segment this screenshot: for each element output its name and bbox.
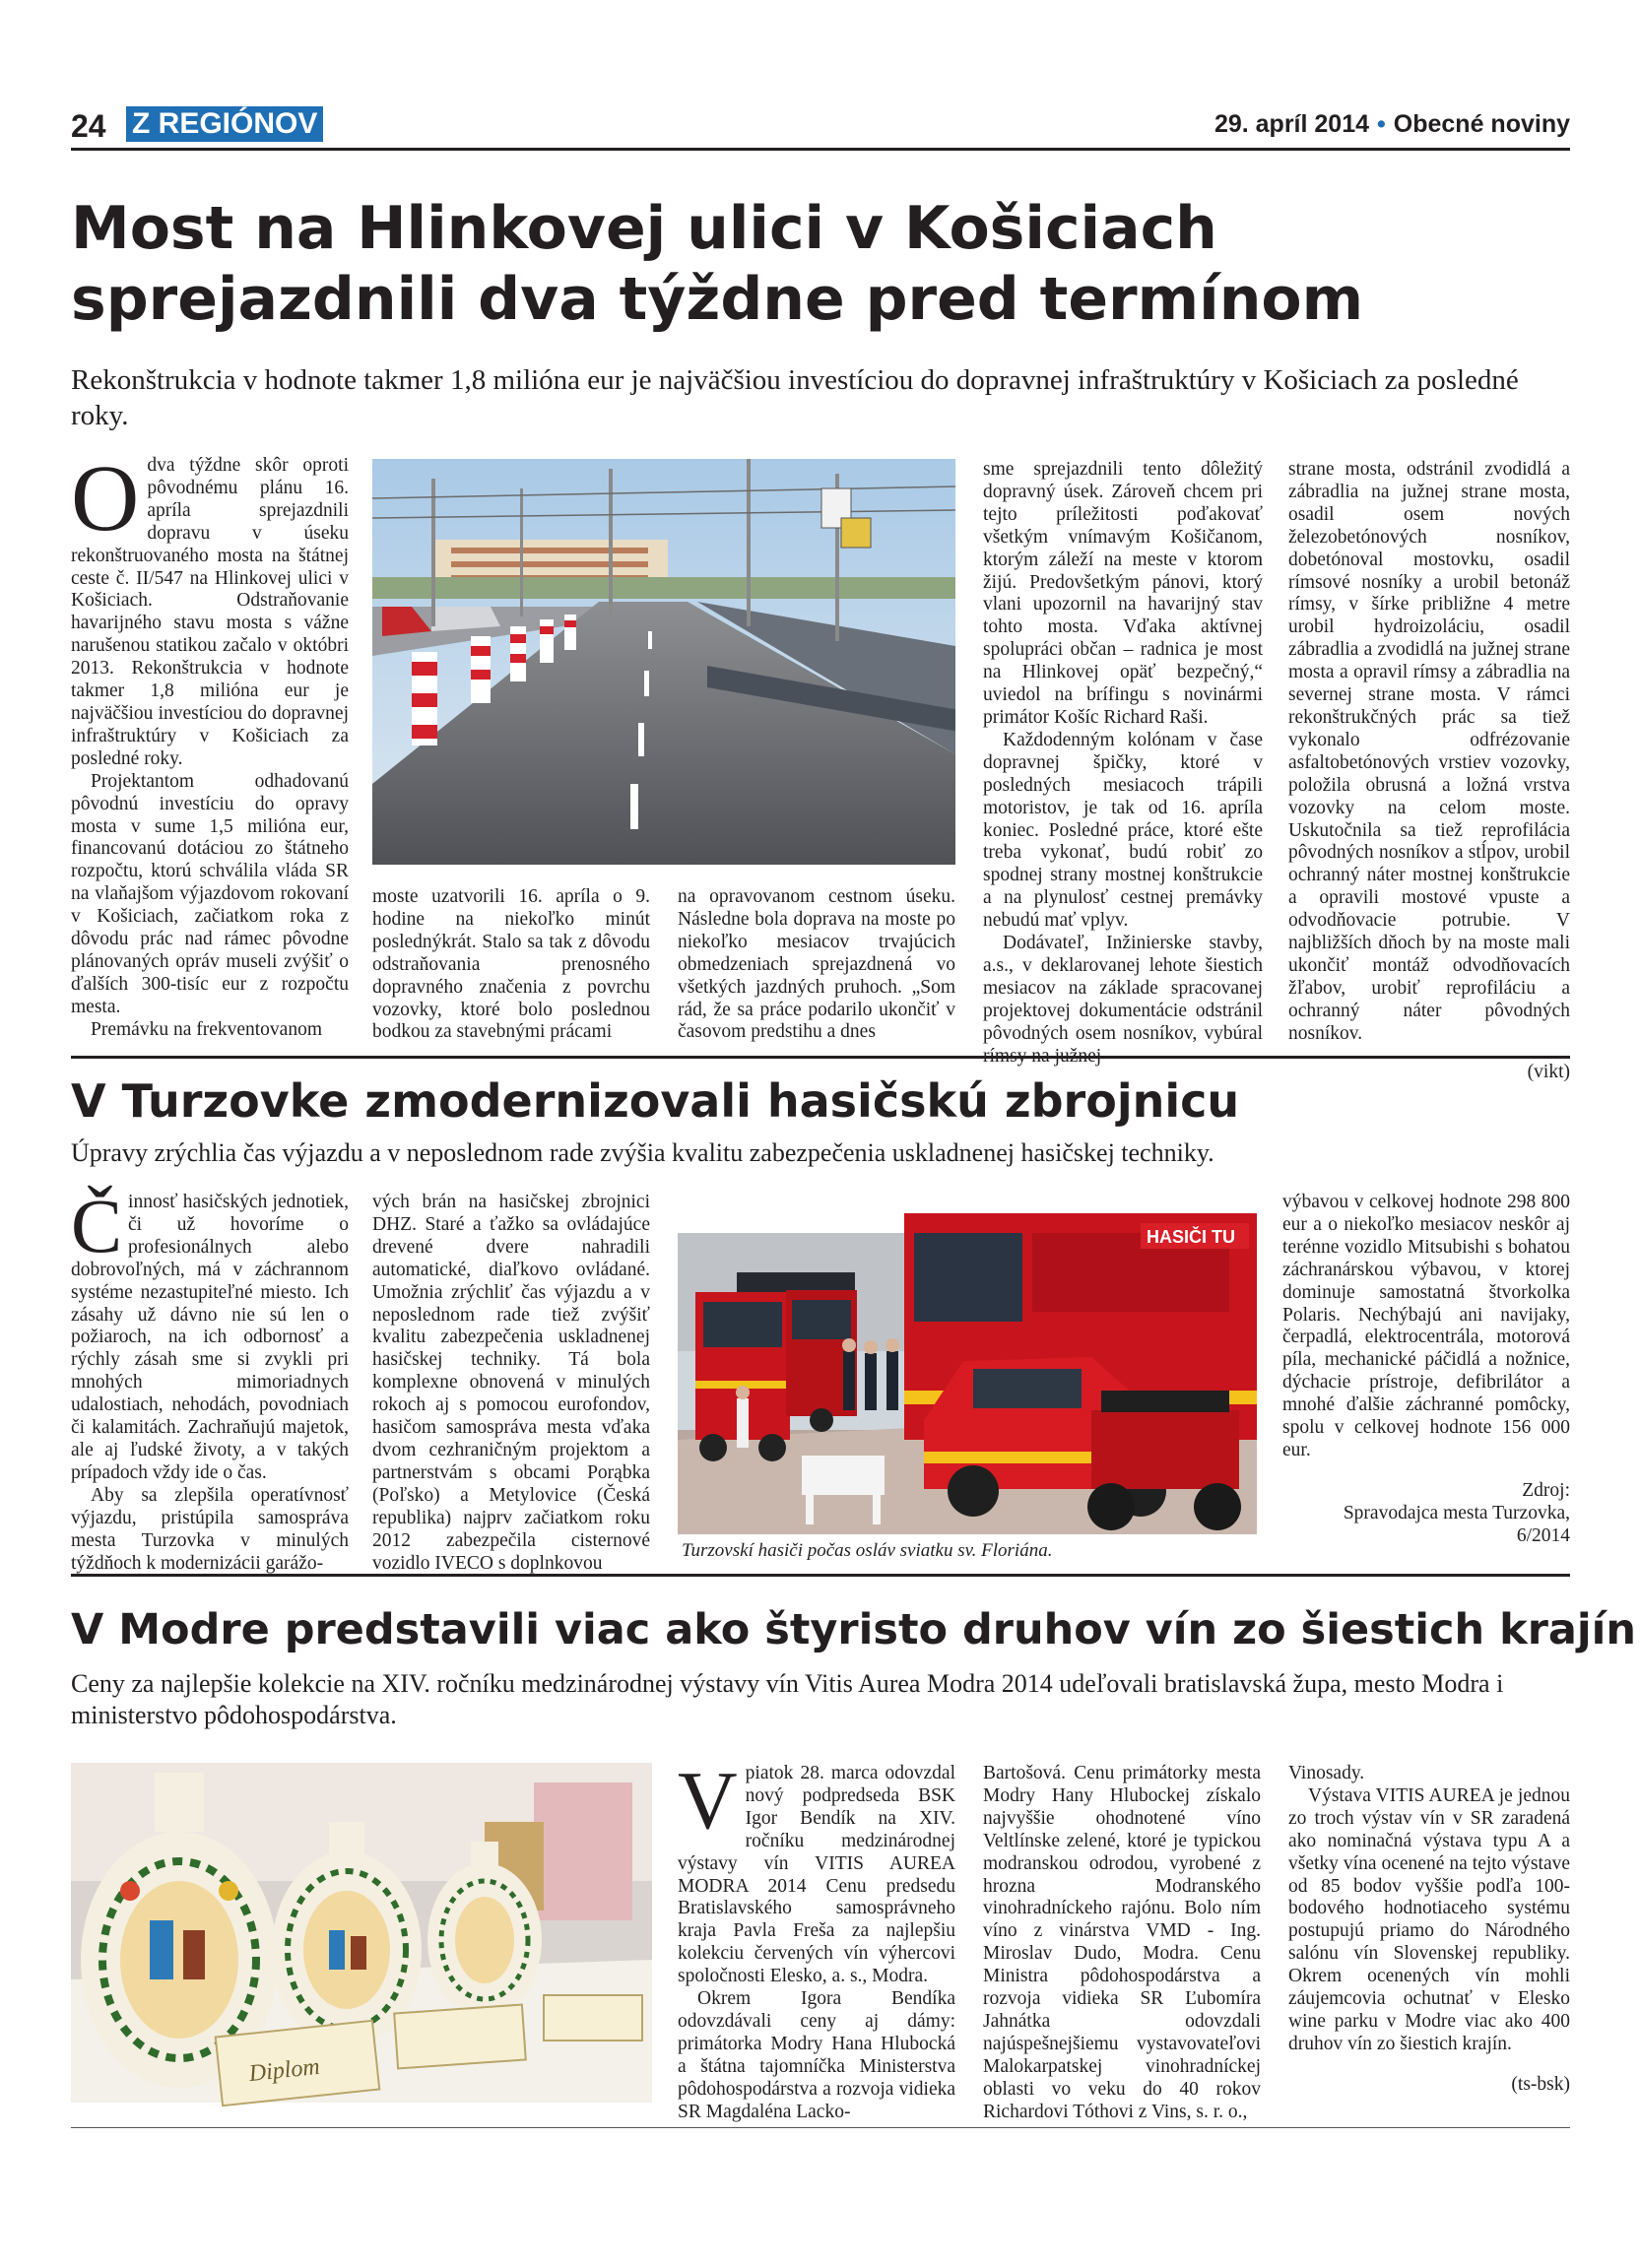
article1-column-4 (983, 459, 1263, 1044)
bridge-photo (372, 459, 955, 865)
article2-source-label: Zdroj: (1522, 1479, 1570, 1501)
article3-col2-text: Bartošová. Cenu primátorky mesta Modry Hany Hlubockej získalo najvyššie ohodnotené víno Veltlínske zelené, ktoré je typickou modranskou odrodou, vyrobené z hrozna Modranského vinohradníckeho rajónu. Bolo ním víno z vinárstva VMD - Ing. Miroslav Dudo, Modra. Cenu Ministra pôdohospodárstva a rozvoja vidieka SR Ľubomíra Jahnátka odovzdali najúspešnejšiemu vystavovateľovi Malokarpatskej vinohradníckej oblasti vo veku do 40 rokov Richardovi Tóthovi z Vins, s. r. o., (983, 1763, 1261, 2122)
issue-date: 29. apríl 2014 (1214, 110, 1370, 138)
article3-col3-p2: Výstava VITIS AUREA je jednou zo troch výstav vín v SR zaradená ako nominačná výstava typu A a všetky vína ocenené na tejto výstave od 85 bodov vyššie podľa 100-bodového hodnotiaceho systému postupujú priamo do Národného salónu vín Slovenskej republiky. Okrem ocenených vín mohli záujemcovia ochutnať v Elesko wine parku v Modre viac ako 400 druhov vín zo šiestich krajín. (1288, 1784, 1570, 2054)
article1-col1-p3: Premávku na frekventovanom (91, 1018, 323, 1040)
page-bottom-rule (71, 2127, 1570, 2128)
firetruck-photo-illustration (678, 1194, 1257, 1534)
wine-jugs-photo (71, 1763, 652, 2103)
article1-headline (71, 193, 1363, 335)
article1-lead-paragraph (71, 445, 349, 771)
article1-deck: Rekonštrukcia v hodnote takmer 1,8 milióna eur je najväčšiou investíciou do dopravnej infraštruktúry v Košiciach za posledné roky. (71, 364, 1519, 431)
article1-col4-p2: Každodenným kolónam v čase dopravnej špičky, ktoré v posledných mesiacoch trápili motoristov, je tak od 16. apríla koniec. Posledné práce, ktoré ešte treba vykonať, budú robiť zo spodnej strany mostnej konštrukcie a na plynulosť cestnej premávky nebudú mať vplyv. (983, 729, 1263, 932)
article3-column-1 (678, 1755, 955, 2122)
article1-col1-p1: dva týždne skôr oproti pôvodnému plánu 16. apríla sprejazdnili dopravu v úseku rekonštruovaného mosta na štátnej ceste č. II/547 na Hlinkovej ulici v Košiciach. Odstraňovanie havarijného stavu mosta s vážne narušenou statikou začalo v októbri 2013. Rekonštrukcia v hodnote takmer 1,8 milióna eur je najväčšiou investíciou do dopravnej infraštruktúry v Košiciach za posledné roky. (71, 455, 349, 769)
article1-headline-line1: Most na Hlinkovej ulici v Košiciach (71, 194, 1217, 263)
header-rule (71, 148, 1570, 151)
article3-column-2 (983, 1763, 1261, 2122)
article2-divider (71, 1574, 1570, 1577)
article1-col3-text: na opravovanom cestnom úseku. Následne bola doprava na moste po niekoľko mesiacov trvajúcich obmedzeniach sprejazdnená vo všetkých jazdných pruhoch. „Som rád, že sa práce podarilo ukončiť v časovom predstihu a dnes (678, 886, 955, 1043)
article2-deck: Úpravy zrýchlia čas výjazdu a v neposlednom rade zvýšia kvalitu zabezpečenia uskladnenej hasičskej techniky. (71, 1138, 1214, 1167)
article1-col1-p2: Projektantom odhadovanú pôvodnú investíciu do opravy mosta v sume 1,5 milióna eur, financovanú dotáciou zo štátneho rozpočtu, ktorú schválila vláda SR na vlaňajšom výjazdovom rokovaní v Košiciach, začiatkom roka z dôvodu prác nad rámec pôvodne plánovaných opráv museli zvýšiť o ďalších 300-tisíc eur z rozpočtu mesta. (71, 770, 349, 1017)
article3-col3-p1: Vinosady. (1288, 1763, 1365, 1783)
article3-col1-p1: piatok 28. marca odovzdal nový podpredseda BSK Igor Bendík na XIV. ročníku medzinárodnej výstavy vín VITIS AUREA MODRA 2014 Cenu predsedu Bratislavského samosprávneho kraja Pavla Freša za najlepšiu kolekciu červených vín výhercovi spoločnosti Elesko, a. s., Modra. (678, 1763, 955, 1987)
article3-deck: Ceny za najlepšie kolekcie na XIV. ročníku medzinárodnej výstavy vín Vitis Aurea Modra 2014 udeľovali bratislavská župa, mesto Modra i ministerstvo pôdohospodárstva. (71, 1669, 1504, 1729)
article3-dropcap: V (678, 1755, 738, 1847)
bridge-photo-illustration (372, 459, 955, 865)
article2-headline: V Turzovke zmodernizovali hasičskú zbrojnicu (71, 1074, 1240, 1128)
article2-col3-text: výbavou v celkovej hodnote 298 800 eur a o niekoľko mesiacov neskôr aj terénne vozidlo Mitsubishi s bohatou záchranárskou výbavou, v ktorej dominuje samostatná štvorkolka Polaris. Nechýbajú ani navijaky, čerpadlá, elektrocentrála, motorová píla, mechanické páčidlá a nožnice, dýchacie prístroje, defibrilátor a mnohé ďalšie záchranné pomôcky, spolu v celkovej hodnote 156 000 eur. (1282, 1192, 1570, 1460)
article2-dropcap: Č (71, 1183, 123, 1268)
article2-lead-paragraph (71, 1183, 349, 1485)
article2-column-1 (71, 1183, 349, 1574)
article1-column-1 (71, 445, 349, 1040)
article2-source-issue: 6/2014 (1516, 1524, 1570, 1546)
article1-dropcap: O (71, 445, 140, 551)
page-number: 24 (71, 108, 106, 144)
article2-column-3 (1282, 1192, 1570, 1566)
article2-source-name: Spravodajca mesta Turzovka, (1343, 1502, 1570, 1523)
article1-col5-text: strane mosta, odstránil zvodidlá a zábradlia na južnej strane mosta, osadil osem nových železobetónových nosníkov, dobetónoval mostovku, osadil rímsové nosníky a urobil betonáž rímsy, v šírke približne 4 metre urobil hydroizoláciu, osadil zábradlia a zvodidlá na južnej strane mosta a opravil rímsy a zábradlia na severnej strane mosta. V rámci rekonštrukčných prác sa tiež vykonalo odfrézovanie asfaltobetónových vrstiev vozovky, položila obrusná a ložná vrstva vozovky na celom moste. Uskutočnila sa tiež reprofilácia pôvodných nosníkov a stĺpov, urobil ochranný náter mostnej konštrukcie a opravili mostové vpuste a odvodňovacie potrubie. V najbližších dňoch by na moste mali ukončiť montáž odvodňovacích žľabov, urobiť reprofiláciu a ochranný náter pôvodných nosníkov. (1288, 459, 1570, 1044)
article1-divider (71, 1056, 1570, 1059)
article3-headline: V Modre predstavili viac ako štyristo druhov vín zo šiestich krajín (71, 1605, 1637, 1654)
article1-column-5 (1288, 459, 1570, 1082)
header-separator: • (1377, 110, 1386, 138)
page-header (71, 106, 1570, 146)
firetruck-photo-caption: Turzovskí hasiči počas osláv sviatku sv. Floriána. (682, 1540, 1053, 1561)
article1-col4-p3: Dodávateľ, Inžinierske stavby, a.s., v deklarovanej lehote šiestich mesiacov na základe spracovanej projektovej dokumentácie odstránil pôvodných osem nosníkov, vybúral (983, 933, 1263, 1044)
article1-column-3 (678, 886, 955, 1044)
article1-col4-p1: sme sprejazdnili tento dôležitý dopravný úsek. Zároveň chcem pri tejto príležitosti poďakovať všetkým vnímavým Košičanom, ktorým záleží na meste v ktorom žijú. Predovšetkým pánovi, ktorý vlani upozornil na havarijný stav tohto mosta. Vďaka aktívnej spolupráci občan – radnica je most na Hlinkovej opäť bezpečný,“ uviedol na brífingu s novinármi primátor Košíc Richard Raši. (983, 459, 1263, 728)
article1-col2-text: moste uzatvorili 16. apríla o 9. hodine na niekoľko minút poslednýkrát. Stalo sa tak z dôvodu odstraňovania prenosného dopravného značenia z povrchu vozovky, ktoré bolo poslednou bodkou za stavebnými prácami (372, 886, 650, 1043)
firetruck-photo (678, 1194, 1257, 1534)
diploma-text: Diplom (247, 2053, 321, 2088)
article1-headline-line2: sprejazdnili dva týždne pred termínom (71, 265, 1364, 334)
article2-col1-p2: Aby sa zlepšila operatívnosť výjazdu, pristúpila samospráva mesta Turzovka v minulých týždňoch k modernizácii garážo- (71, 1484, 349, 1574)
article3-lead-paragraph (678, 1755, 955, 1988)
publication-name: Obecné noviny (1393, 110, 1570, 138)
truck-sign-text: HASIČI TU (1147, 1227, 1235, 1247)
article2-col2-text: vých brán na hasičskej zbrojnici DHZ. Staré a ťažko sa ovládajúce drevené dvere nahradili automatické, diaľkovo ovládané. Umožnia zrýchliť čas výjazdu a v neposlednom rade tiež zvýšiť kvalitu zabezpečenia uskladnenej hasičskej techniky. Tá bola komplexne obnovená v minulých rokoch aj s pomocou eurofondov, hasičom samospráva mesta vďaka dvom cezhraničným projektom a partnerstvám s obcami Porąbka (Poľsko) a Metylovice (Česká republika) najprv začiatkom roku 2012 zabezpečila cisternové vozidlo IVECO s doplnkovou (372, 1192, 650, 1574)
header-dateline (1214, 110, 1570, 139)
article3-col1-p2: Okrem Igora Bendíka odovzdávali ceny aj dámy: primátorka Modry Hana Hlubocká a štátna tajomníčka Ministerstva pôdohospodárstva a rozvoja vidieka SR Magdaléna Lacko- (678, 1988, 955, 2122)
article3-column-3 (1288, 1763, 1570, 2115)
article1-signature: (vikt) (1527, 1061, 1570, 1082)
article2-col1-p1: innosť hasičských jednotiek, či už hovoríme o profesionálnych alebo dobrovoľných, má v záchrannom systéme nezastupiteľné miesto. Ich zásahy už dávno nie sú len o požiaroch, na ich odbornosť a rýchly zásah sme si zvykli pri mnohých mimoriadnych udalostiach, nehodách, povodniach či kalamitách. Zachraňujú majetok, ale aj ľudské životy, a v takých prípadoch vždy ide o čas. (71, 1192, 349, 1483)
article3-signature: (ts-bsk) (1511, 2073, 1570, 2095)
section-label: Z REGIÓNOV (126, 106, 323, 142)
article1-column-2 (372, 886, 650, 1044)
article2-column-2 (372, 1192, 650, 1574)
wine-jugs-photo-illustration (71, 1763, 652, 2103)
